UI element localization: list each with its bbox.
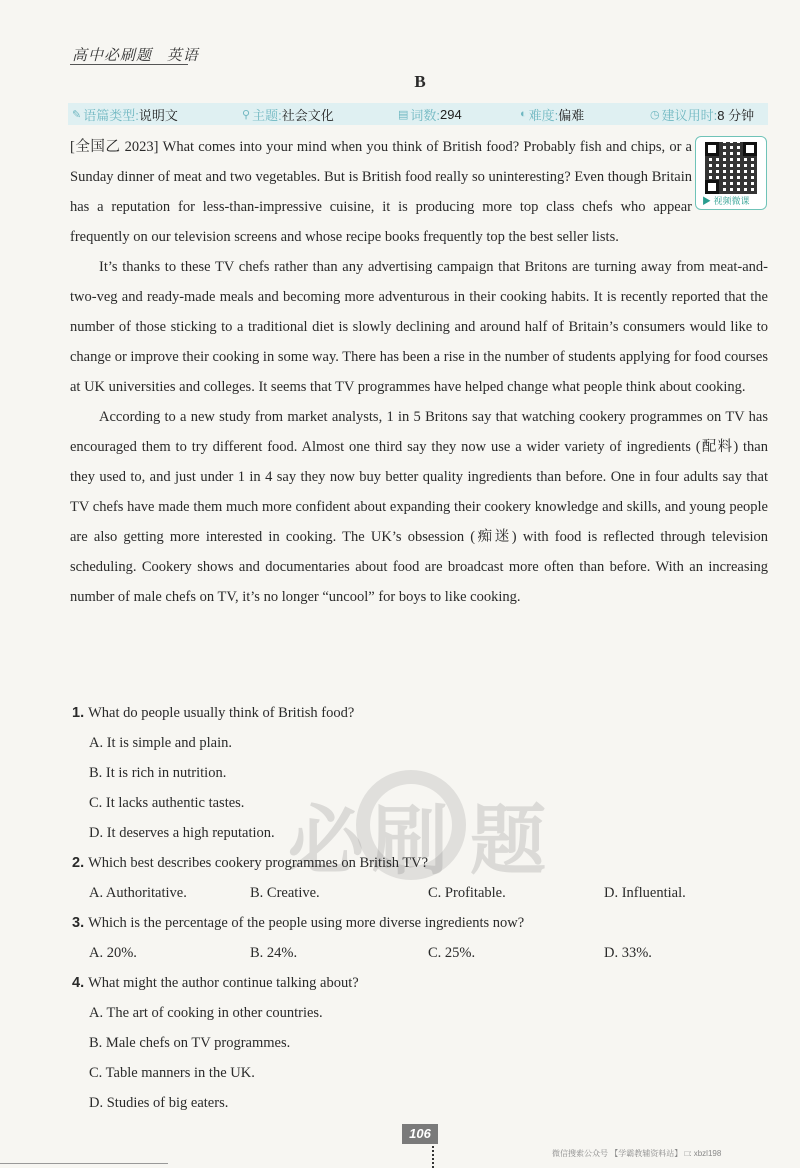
question-text: What do people usually think of British food? (88, 705, 355, 721)
paragraph-1: [全国乙 2023] What comes into your mind when you think of British food? Probably fish and chips, or a Sunday dinner of meat and two vegetables. But is British food really so uninteresting? Even though Britain has a reputation for less-than-impressive cuisine, it is producing more top class chefs who appear frequently on our television screens and whose recipe books frequently top the best seller lists. (70, 139, 692, 245)
question-4-option-c[interactable]: C. Table manners in the UK. (89, 1065, 255, 1081)
passage-info-bar (68, 103, 768, 125)
question-2-option-d[interactable]: D. Influential. (604, 885, 686, 901)
question-number: 1. (72, 705, 85, 721)
question-1-option-c[interactable]: C. It lacks authentic tastes. (89, 795, 245, 811)
footer-note: 微信搜索公众号 【学霸教辅资料站】 □: xbzl198 (552, 1149, 722, 1158)
topic-info (242, 105, 334, 124)
text-type-info (72, 105, 178, 124)
question-4-option-a[interactable]: A. The art of cooking in other countries. (89, 1005, 323, 1021)
question-2-option-c[interactable]: C. Profitable. (428, 885, 506, 901)
section-letter: B (414, 72, 426, 91)
question-2-stem (72, 848, 772, 878)
reading-passage (70, 132, 768, 612)
question-text: Which best describes cookery programmes on British TV? (88, 855, 429, 871)
text-type-icon: ✎ (72, 108, 82, 121)
book-series-header (72, 44, 209, 65)
difficulty-label: 难度: (528, 107, 559, 123)
question-1-option-a[interactable]: A. It is simple and plain. (89, 735, 232, 751)
topic-label: 主题: (252, 107, 282, 123)
topic-value: 社会文化 (281, 107, 334, 123)
word-count-icon: ▤ (398, 108, 409, 121)
question-2-options (72, 878, 772, 908)
question-list (72, 698, 772, 1118)
difficulty-value: 偏难 (558, 107, 585, 123)
question-1-option-b[interactable]: B. It is rich in nutrition. (89, 765, 227, 781)
question-number: 4. (72, 975, 85, 991)
topic-icon: ⚲ (242, 108, 251, 121)
question-3-option-b[interactable]: B. 24%. (250, 945, 298, 961)
watermark-char: 题 (470, 796, 546, 885)
question-4-option-d[interactable]: D. Studies of big eaters. (89, 1095, 229, 1111)
bottom-rule (0, 1163, 168, 1164)
difficulty-icon: ◐ (520, 108, 527, 120)
subject-title: 英语 (166, 48, 199, 64)
question-number: 3. (72, 915, 85, 931)
question-2-option-a[interactable]: A. Authoritative. (89, 885, 187, 901)
text-type-label: 语篇类型: (83, 107, 139, 123)
question-number: 2. (72, 855, 85, 871)
watermark-char: 刷 (372, 796, 448, 885)
question-text: Which is the percentage of the people using more diverse ingredients now? (88, 915, 525, 931)
footer-divider (432, 1146, 436, 1168)
question-text: What might the author continue talking about? (88, 975, 359, 991)
question-4-option-b[interactable]: B. Male chefs on TV programmes. (89, 1035, 291, 1051)
qr-caption-text: 视频微课 (713, 196, 750, 206)
qr-caption: ▶ 视频微课 (702, 196, 750, 206)
time-value: 8 分钟 (717, 107, 755, 123)
word-count-value: 294 (440, 106, 462, 122)
question-3-option-d[interactable]: D. 33%. (604, 945, 652, 961)
question-3-options (72, 938, 772, 968)
page-number: 106 (402, 1124, 438, 1144)
difficulty-info (520, 105, 584, 124)
header-underline (70, 64, 188, 65)
time-label: 建议用时: (661, 107, 718, 123)
question-4-stem (72, 968, 772, 998)
question-1-stem (72, 698, 772, 728)
series-title: 高中必刷题 (72, 48, 153, 64)
question-3-option-c[interactable]: C. 25%. (428, 945, 476, 961)
paragraph-3: According to a new study from market analysts, 1 in 5 Britons say that watching cookery programmes on TV has encouraged them to try different food. Almost one third say they now use a wider variety of ingredients (配料) than they used to, and just under 1 in 4 say they now buy better quality ingredients than before. One in four adults say that TV chefs have made them much more confident about expanding their cookery knowledge and skills, and young people are also getting more interested in cooking. The UK’s obsession (痴迷) with food is reflected through television scheduling. Cookery shows and documentaries about food are broadcast more often than before. With an increasing number of male chefs on TV, it’s no longer “uncool” for boys to like cooking. (70, 409, 768, 605)
word-count-label: 词数: (410, 107, 441, 123)
clock-icon: ◷ (650, 108, 660, 121)
question-3-stem (72, 908, 772, 938)
question-2-option-b[interactable]: B. Creative. (250, 885, 320, 901)
time-info (650, 105, 754, 124)
watermark-char: 必 (288, 796, 364, 885)
question-1-option-d[interactable]: D. It deserves a high reputation. (89, 825, 275, 841)
text-type-value: 说明文 (138, 107, 178, 123)
word-count-info (398, 105, 462, 124)
paragraph-2: It’s thanks to these TV chefs rather than any advertising campaign that Britons are turning away from meat-and-two-veg and ready-made meals and becoming more adventurous in their cooking habits. It is recently reported that the number of those sticking to a traditional diet is slowly declining and around half of Britain’s consumers would like to change or improve their cooking in some way. There has been a rise in the number of students applying for food courses at UK universities and colleges. It seems that TV programmes have helped change what people think about cooking. (70, 259, 768, 395)
question-3-option-a[interactable]: A. 20%. (89, 945, 137, 961)
